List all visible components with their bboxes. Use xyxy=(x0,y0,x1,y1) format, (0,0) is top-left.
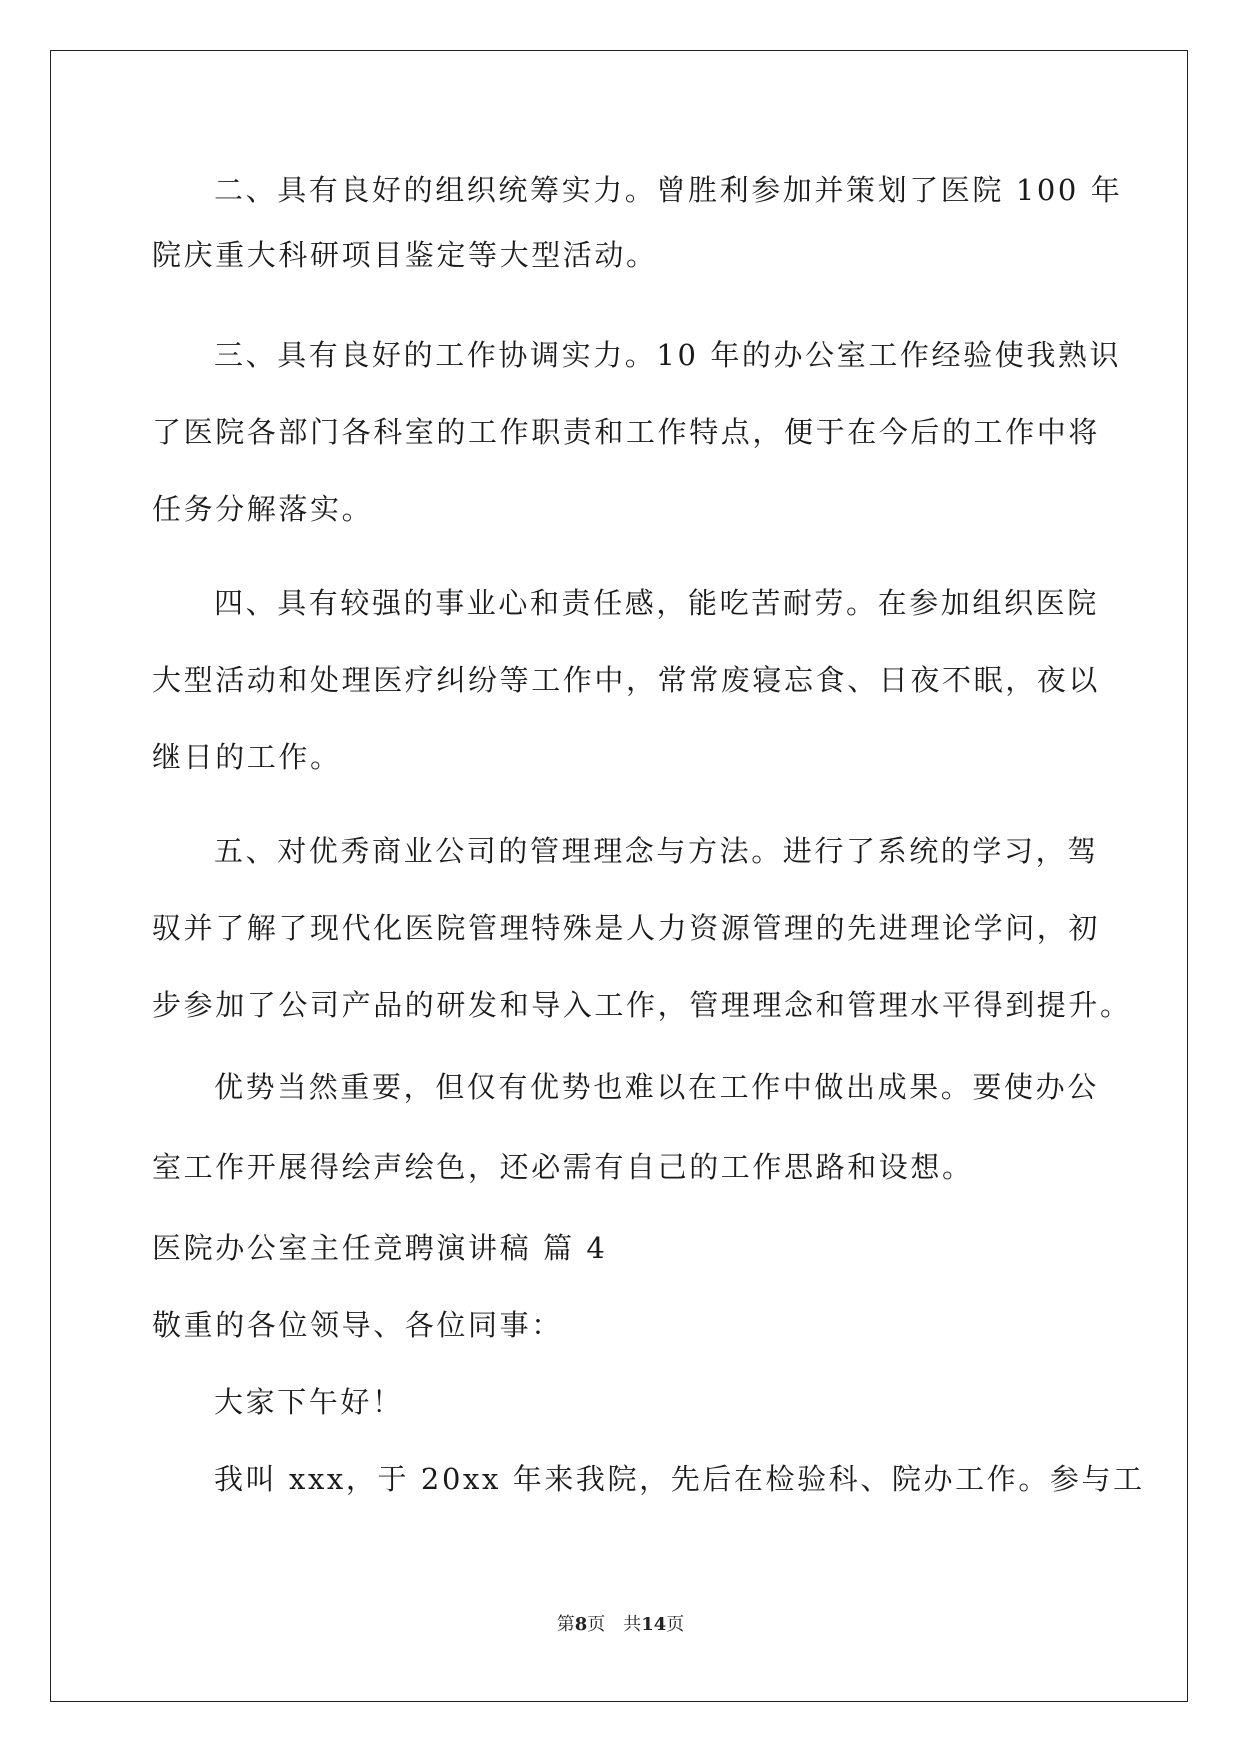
salutation: 敬重的各位领导、各位同事： xyxy=(152,1308,563,1342)
paragraph-2-line-2: 院庆重大科研项目鉴定等大型活动。 xyxy=(152,238,658,272)
paragraph-6-line-1: 优势当然重要，但仅有优势也难以在工作中做出成果。要使办公 xyxy=(214,1070,1099,1104)
paragraph-4-line-2: 大型活动和处理医疗纠纷等工作中，常常废寝忘食、日夜不眠，夜以 xyxy=(152,663,1101,697)
paragraph-5-line-1: 五、对优秀商业公司的管理理念与方法。进行了系统的学习，驾 xyxy=(214,834,1099,868)
intro-line-1: 我叫 xxx，于 20xx 年来我院，先后在检验科、院办工作。参与工 xyxy=(214,1462,1145,1496)
footer-page-total: 14 xyxy=(641,1614,667,1635)
paragraph-6-line-2: 室工作开展得绘声绘色，还必需有自己的工作思路和设想。 xyxy=(152,1150,974,1184)
footer-page-current: 8 xyxy=(574,1614,588,1635)
paragraph-3-line-3: 任务分解落实。 xyxy=(152,492,374,526)
footer-page-unit: 页 xyxy=(587,1614,606,1635)
greeting: 大家下午好！ xyxy=(214,1385,404,1419)
paragraph-5-line-2: 驭并了解了现代化医院管理特殊是人力资源管理的先进理论学问，初 xyxy=(152,911,1101,945)
paragraph-4-line-1: 四、具有较强的事业心和责任感，能吃苦耐劳。在参加组织医院 xyxy=(214,586,1099,620)
page-border xyxy=(50,50,1188,1702)
paragraph-4-line-3: 继日的工作。 xyxy=(152,740,342,774)
paragraph-5-line-3: 步参加了公司产品的研发和导入工作，管理理念和管理水平得到提升。 xyxy=(152,988,1132,1022)
footer-total-prefix: 共 xyxy=(623,1614,642,1635)
page-footer xyxy=(0,1614,1241,1636)
paragraph-2-line-1: 二、具有良好的组织统筹实力。曾胜利参加并策划了医院 100 年 xyxy=(214,173,1123,207)
footer-total-unit: 页 xyxy=(666,1614,685,1635)
footer-page-prefix: 第 xyxy=(556,1614,575,1635)
paragraph-3-line-1: 三、具有良好的工作协调实力。10 年的办公室工作经验使我熟识 xyxy=(214,338,1122,372)
paragraph-3-line-2: 了医院各部门各科室的工作职责和工作特点，便于在今后的工作中将 xyxy=(152,415,1101,449)
section-heading: 医院办公室主任竞聘演讲稿 篇 4 xyxy=(152,1231,608,1265)
